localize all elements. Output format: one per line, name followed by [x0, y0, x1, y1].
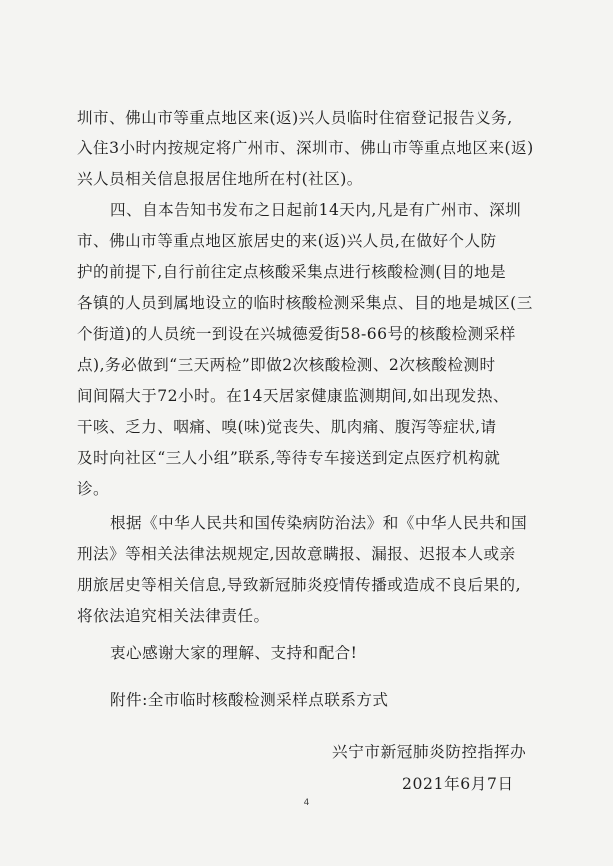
text-line: 诊。 — [77, 480, 110, 498]
text-line: 朋旅居史等相关信息,导致新冠肺炎疫情传播或造成不良后果的, — [77, 576, 521, 594]
text-line: 刑法》等相关法律法规规定,因故意瞒报、漏报、迟报本人或亲 — [77, 545, 516, 563]
text-line: 护的前提下,自行前往定点核酸采集点进行核酸检测(目的地是 — [77, 263, 507, 281]
text-line: 间间隔大于72小时。在14天居家健康监测期间,如出现发热、 — [77, 387, 509, 405]
text-line: 点),务必做到“三天两检”即做2次核酸检测、2次核酸检测时 — [77, 356, 496, 374]
text-line: 圳市、佛山市等重点地区来(返)兴人员临时住宿登记报告义务, — [77, 109, 513, 127]
text-line: 个街道)的人员统一到设在兴城德爱街58-66号的核酸检测采样 — [77, 325, 516, 343]
text-line: 及时向社区“三人小组”联系,等待专车接送到定点医疗机构就 — [77, 449, 501, 467]
text-line: 将依法追究相关法律责任。 — [77, 607, 270, 625]
text-line: 四、自本告知书发布之日起前14天内,凡是有广州市、深圳 — [110, 201, 522, 219]
text-line: 干咳、乏力、咽痛、嗅(味)觉丧失、肌肉痛、腹泻等症状,请 — [77, 418, 497, 436]
text-line: 兴人员相关信息报居住地所在村(社区)。 — [77, 170, 363, 188]
page-number: 4 — [303, 798, 310, 808]
text-line: 各镇的人员到属地设立的临时核酸检测采集点、目的地是城区(三 — [77, 294, 533, 312]
signature-org: 兴宁市新冠肺炎防控指挥办 — [332, 743, 527, 761]
signature-date: 2021年6月7日 — [402, 775, 514, 793]
text-line: 市、佛山市等重点地区旅居史的来(返)兴人员,在做好个人防 — [77, 232, 497, 250]
thanks-line: 衷心感谢大家的理解、支持和配合! — [110, 644, 358, 662]
attachment-note: 附件:全市临时核酸检测采样点联系方式 — [110, 691, 389, 709]
text-line: 入住3小时内按规定将广州市、深圳市、佛山市等重点地区来(返) — [77, 139, 534, 157]
text-line: 根据《中华人民共和国传染病防治法》和《中华人民共和国 — [110, 514, 528, 532]
